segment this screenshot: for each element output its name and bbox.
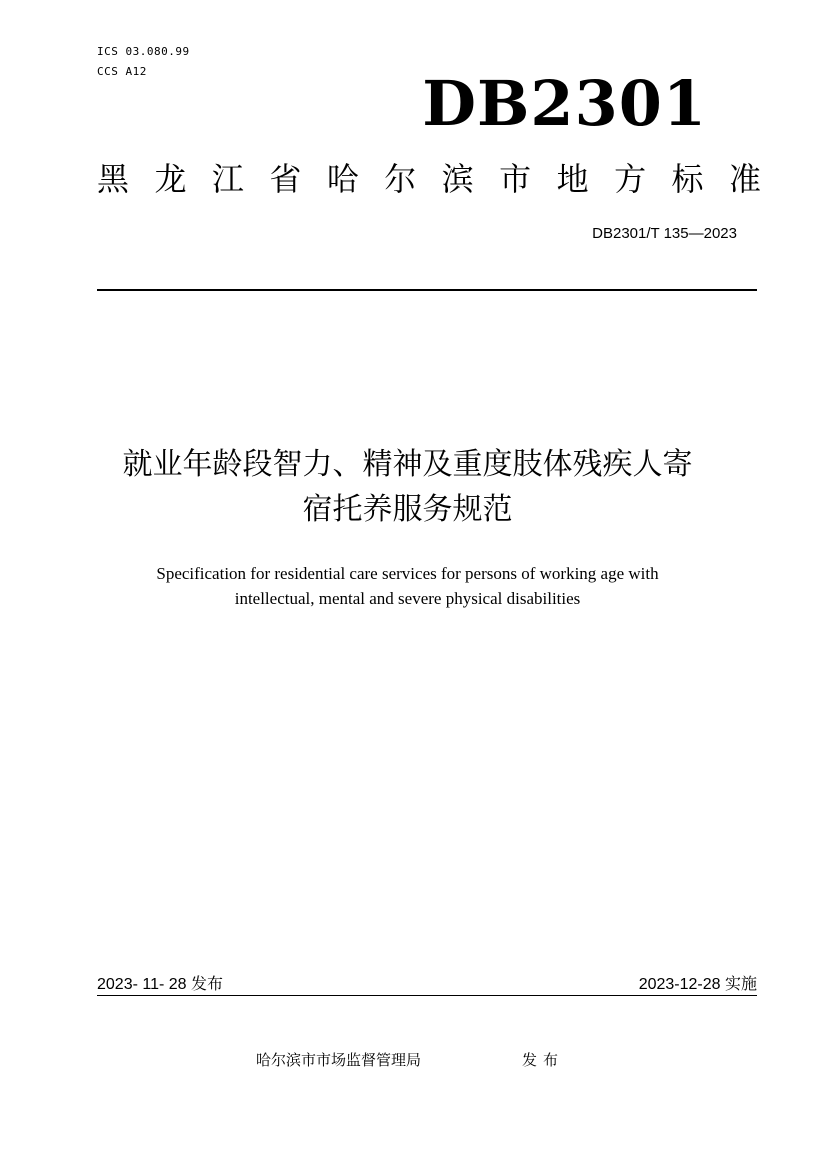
implementation-date: 2023-12-28 实施 [638,976,757,993]
standard-number: DB2301/T 135—2023 [592,225,737,242]
bottom-divider [97,995,757,996]
standard-type-char: 地 [556,160,589,198]
chinese-title-line: 宿托养服务规范 [302,492,513,527]
standard-type-char: 方 [614,160,647,198]
issue-label: 发布 [522,1051,565,1069]
chinese-title-line: 就业年龄段智力、精神及重度肢体残疾人寄 [122,447,693,482]
standard-type-char: 准 [728,160,761,198]
standard-type-char: 省 [269,160,302,198]
chinese-title [40,442,775,532]
english-title-line: Specification for residential care services for persons of working age with [156,564,659,583]
standard-type-char: 黑 [97,160,130,198]
standard-type-char: 市 [499,160,532,198]
standard-type-char: 滨 [441,160,474,198]
top-divider [97,289,757,291]
standard-type-char: 标 [671,160,704,198]
db-logo: DB2301 [422,67,707,140]
standard-type-char: 江 [211,160,244,198]
english-title [40,561,775,611]
standard-type-char: 哈 [326,160,359,198]
ics-code: ICS 03.080.99 [97,45,190,58]
english-title-line: intellectual, mental and severe physical disabilities [234,589,581,608]
publication-date: 2023- 11- 28 发布 [97,976,223,993]
issuing-authority: 哈尔滨市市场监督管理局 [256,1051,422,1069]
classification-codes [97,42,190,82]
standard-type-heading [97,155,761,203]
standard-type-char: 龙 [154,160,187,198]
standard-type-char: 尔 [384,160,417,198]
ccs-code: CCS A12 [97,65,147,78]
